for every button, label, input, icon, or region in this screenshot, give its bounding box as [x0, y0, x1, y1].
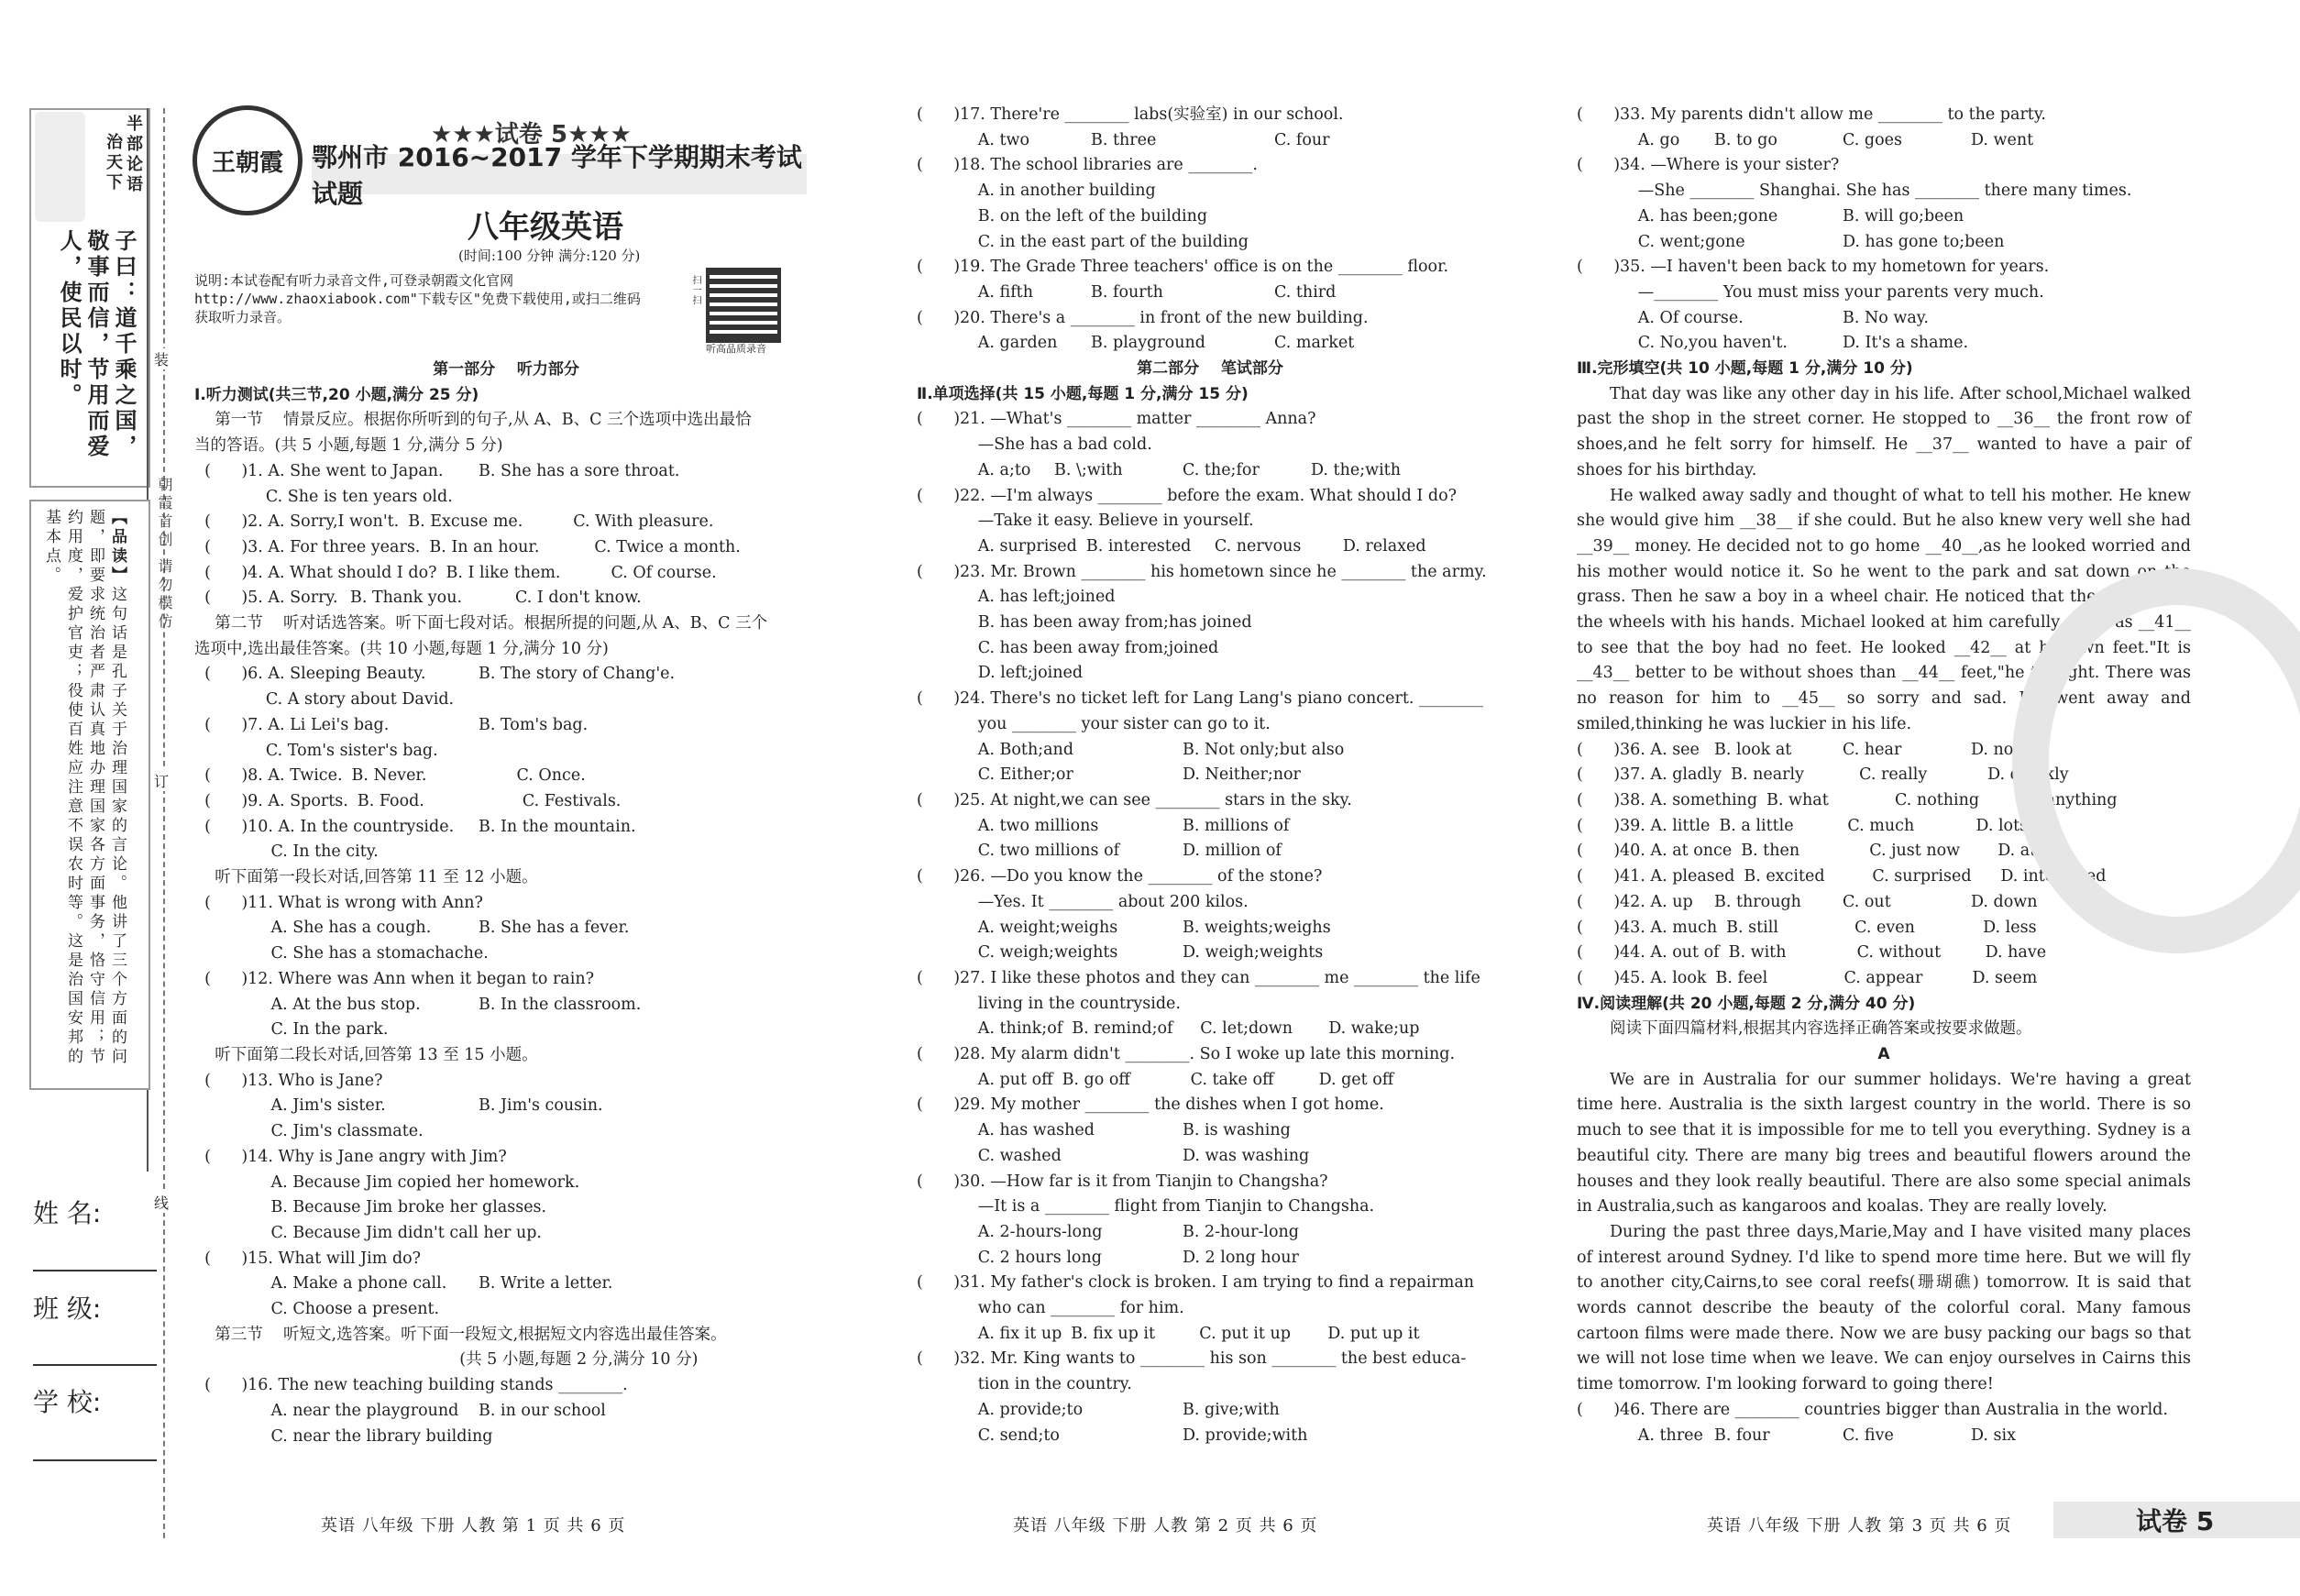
option-text: C. appear: [1843, 968, 1923, 987]
question-line: 选项中,选出最佳答案。(共 10 小题,每题 1 分,满分 10 分): [194, 639, 609, 658]
option-text: C. much: [1847, 816, 1915, 835]
option-text: ( )45. A. look: [1577, 968, 1707, 987]
option-text: C. weigh;weights: [917, 943, 1118, 963]
question-line: tion in the country.: [917, 1375, 1132, 1394]
time-info: (时间:100 分钟 满分:120 分): [458, 248, 641, 264]
option-row: [1577, 966, 2191, 992]
question-line: ( )12. Where was Ann when it began to rain?: [194, 969, 594, 988]
question-line: ( )24. There's no ticket left for Lang Lang's piano concert. ________: [917, 689, 1483, 709]
option-row: [917, 458, 1503, 484]
option-row: [194, 561, 818, 587]
option-text: D. have: [1985, 943, 2047, 963]
footer-page-2: 英语 八年级 下册 人教 第 2 页 共 6 页: [1013, 1516, 1318, 1535]
option-text: C. four: [1274, 130, 1330, 149]
option-row: [917, 763, 1503, 788]
question-line: —It is a ________ flight from Tianjin to Changsha.: [917, 1197, 1375, 1216]
question-line: ( )34. —Where is your sister?: [1577, 156, 1840, 175]
option-text: D. at all: [1997, 842, 2062, 861]
question-line: C. Because Jim didn't call her up.: [194, 1223, 542, 1242]
option-text: ( )8. A. Twice.: [194, 766, 343, 786]
slogan-text-2: 治天下: [104, 133, 123, 193]
question-line: 第一节 情景反应。根据你所听到的句子,从 A、B、C 三个选项中选出最恰: [194, 411, 752, 430]
section-heading: 第一部分 听力部分: [433, 360, 579, 379]
subject-title: 八年级英语: [468, 209, 623, 246]
exam-title: 鄂州市 2016~2017 学年下学期期末考试试题: [312, 154, 807, 194]
option-text: ( )44. A. out of: [1577, 943, 1720, 963]
option-text: B. feel: [1715, 968, 1768, 987]
option-text: ( )10. A. In the countryside.: [194, 817, 455, 836]
page-2-column: [917, 103, 1503, 1448]
footer-page-3: 英语 八年级 下册 人教 第 3 页 共 6 页: [1707, 1516, 2012, 1535]
option-row: [917, 814, 1503, 840]
brand-logo: [193, 105, 303, 215]
page-1-column: [194, 358, 818, 1449]
option-text: B. playground: [1091, 334, 1205, 353]
option-text: B. then: [1741, 842, 1800, 861]
option-row: [1577, 204, 2191, 230]
option-text: D. million of: [1183, 842, 1282, 861]
option-text: B. millions of: [1183, 816, 1290, 835]
question-line: —She has a bad cold.: [917, 435, 1152, 455]
option-text: D. interested: [2000, 867, 2107, 886]
option-text: D. less: [1983, 918, 2037, 937]
option-text: D. the;with: [1311, 460, 1401, 479]
option-text: ( )40. A. at once: [1577, 842, 1733, 861]
pinfu-text: [40, 509, 128, 1077]
option-text: B. give;with: [1183, 1400, 1280, 1419]
option-text: C. went;gone: [1577, 232, 1745, 251]
option-text: ( )1. A. She went to Japan.: [194, 461, 444, 480]
question-line: 听下面第一段长对话,回答第 11 至 12 小题。: [194, 868, 538, 887]
option-text: ( )37. A. gladly: [1577, 765, 1722, 785]
option-row: [194, 764, 818, 789]
option-text: B. look at: [1714, 740, 1792, 759]
option-text: B. go off: [1062, 1070, 1130, 1089]
option-text: B. She has a fever.: [479, 919, 630, 938]
exam-number: ★★★试卷 5★★★: [431, 121, 632, 149]
question-line: ( )21. —What's ________ matter ________ Anna?: [917, 410, 1316, 429]
option-text: B. Food.: [357, 791, 424, 810]
question-line: B. on the left of the building: [917, 206, 1208, 226]
question-line: ( )29. My mother ________ the dishes when I got home.: [917, 1095, 1384, 1115]
name-label: 姓 名:: [33, 1198, 102, 1228]
question-line: ( )32. Mr. King wants to ________ his son ________ the best educa-: [917, 1349, 1467, 1369]
option-row: [917, 128, 1503, 154]
option-text: ( )4. A. What should I do?: [194, 563, 437, 582]
option-row: [194, 1094, 818, 1119]
option-text: C. send;to: [917, 1425, 1060, 1445]
section-heading: 第二部分 笔试部分: [1137, 359, 1283, 379]
question-line: A. Because Jim copied her homework.: [194, 1172, 580, 1192]
option-text: B. will go;been: [1843, 206, 1964, 226]
option-text: A. two: [917, 130, 1030, 149]
option-text: B. Not only;but also: [1183, 740, 1345, 759]
option-text: B. Tom's bag.: [479, 715, 589, 734]
section-heading: Ⅰ.听力测试(共三节,20 小题,满分 25 分): [194, 385, 479, 404]
option-row: [917, 1246, 1503, 1271]
option-text: D. provide;with: [1183, 1425, 1308, 1445]
option-text: ( )2. A. Sorry,I won't.: [194, 512, 400, 532]
option-text: C. even: [1854, 918, 1915, 937]
option-text: D. quickly: [1987, 765, 2069, 785]
option-text: B. a little: [1719, 816, 1794, 835]
option-text: B. remind;of: [1072, 1019, 1173, 1039]
option-text: D. wake;up: [1328, 1019, 1420, 1039]
option-text: ( )43. A. much: [1577, 918, 1718, 937]
passage-paragraph: We are in Australia for our summer holidays. We're having a great time here. Australia is the sixth largest country in the world. There is so much to see that it is impossible for me to tell you everything. Sydney is a beautiful city. There are many big trees and beautiful flowers around the houses and they look really beautiful. There are also some special animals in Australia,such as kangaroos and koalas. They are really lovely.: [1577, 1070, 2191, 1216]
option-text: B. I like them.: [446, 563, 561, 582]
option-row: [194, 916, 818, 941]
option-text: C. Of course.: [611, 563, 717, 582]
question-line: ( )14. Why is Jane angry with Jim?: [194, 1147, 507, 1166]
question-line: ( )27. I like these photos and they can ________ me ________ the life: [917, 968, 1480, 987]
option-text: B. In an hour.: [429, 537, 540, 556]
option-text: C. nothing: [1895, 790, 1980, 809]
option-text: ( )38. A. something: [1577, 790, 1758, 809]
slogan-text: 半部论语: [124, 115, 143, 195]
confucius-portrait: [35, 112, 85, 222]
question-line: ( )30. —How far is it from Tianjin to Changsha?: [917, 1172, 1328, 1191]
option-text: B. In the mountain.: [479, 817, 636, 836]
question-line: living in the countryside.: [917, 994, 1181, 1013]
option-row: [194, 1399, 818, 1425]
passage-paragraph: That day was like any other day in his life. After school,Michael walked past the shop in the street corner. He stopped to __36__ the front row of shoes,and he felt sorry for himself. He __37__ wanted to have a pair of shoes for his birthday.: [1577, 384, 2191, 479]
option-text: B. She has a sore throat.: [479, 461, 680, 480]
option-text: C. washed: [917, 1146, 1062, 1165]
option-text: D. weigh;weights: [1183, 943, 1324, 963]
question-line: ( )22. —I'm always ________ before the exam. What should I do?: [917, 486, 1458, 505]
option-text: C. nervous: [1214, 536, 1302, 556]
pinfu-body: 这句话是孔子关于治理国家的言论。他讲了三个方面的问题，即要求统治者严肃认真地办理国家各方面事务，恪守信用；节约用度，爱护官吏；役使百姓应注意不误农时等。这是治国安邦的基本点。: [42, 509, 127, 1067]
option-text: B. fix up it: [1071, 1324, 1156, 1343]
option-text: C. With pleasure.: [573, 512, 714, 532]
question-line: B. Because Jim broke her glasses.: [194, 1198, 547, 1217]
option-text: B. No way.: [1843, 308, 1929, 327]
option-row: [1577, 1424, 2191, 1449]
question-line: 听下面第二段长对话,回答第 13 至 15 小题。: [194, 1045, 538, 1064]
class-label: 班 级:: [33, 1293, 102, 1324]
option-text: C. No,you haven't.: [1577, 334, 1788, 353]
option-text: C. goes: [1843, 130, 1902, 149]
option-text: ( )9. A. Sports.: [194, 791, 348, 810]
section-heading: Ⅲ.完形填空(共 10 小题,每题 1 分,满分 10 分): [1577, 359, 1913, 379]
question-line: 第三节 听短文,选答案。听下面一段短文,根据短文内容选出最佳答案。: [194, 1325, 727, 1344]
question-line: ( )15. What will Jim do?: [194, 1249, 422, 1268]
footer-badge: 试卷 5: [2136, 1506, 2215, 1536]
passage-paragraph: He walked away sadly and thought of what to tell his mother. He knew she would give him __38__ if she could. But he also knew very well she had __39__ money. He decided not to go home __40__,as he looked worried and his mother would notice it. So he went to the park and sat down on the grass. Then he saw a boy in a wheel chair. He noticed that the boy moved the wheels with his hands. Michael looked at him carefully and was __41__ to see that the boy had no feet. He looked __42__ at his own feet."It is __43__ better to be without shoes than __44__ feet,"he thought. There was no reason for him to __45__ so sorry and sad. He went away and smiled,thinking he was luckier in his life.: [1577, 486, 2191, 733]
question-line: D. left;joined: [917, 664, 1084, 683]
option-text: B. \;with: [1054, 460, 1123, 479]
option-row: [194, 713, 818, 739]
binding-margin: [0, 0, 174, 1596]
section-heading: Ⅳ.阅读理解(共 20 小题,每题 2 分,满分 40 分): [1577, 994, 1916, 1013]
option-text: C. Either;or: [917, 765, 1073, 785]
brand-name: 王朝霞: [211, 149, 283, 177]
option-row: [194, 586, 818, 611]
option-row: [917, 534, 1503, 560]
question-line: C. In the city.: [194, 842, 379, 862]
question-line: B. has been away from;has joined: [917, 613, 1252, 633]
passage-paragraph: During the past three days,Marie,May and I have visited many places of interest around Sydney. I'd like to spend more time here. But we will fly to another city,Cairns,to see coral reefs(珊瑚礁) tomorrow. It is said that words cannot describe the beauty of the colorful coral. Many famous cartoon films were made there. Now we are busy packing our bags so that we will not lose time when we leave. We can enjoy ourselves in Cairns this time tomorrow. I'm looking forward to going there!: [1577, 1222, 2191, 1394]
option-row: [1577, 941, 2191, 966]
option-row: [917, 1017, 1503, 1042]
option-text: A. 2-hours-long: [917, 1222, 1103, 1241]
option-text: C. out: [1843, 892, 1891, 911]
option-text: C. really: [1859, 765, 1928, 785]
question-line: ( )13. Who is Jane?: [194, 1071, 383, 1090]
question-line: C. A story about David.: [194, 690, 455, 710]
question-line: C. Choose a present.: [194, 1300, 440, 1319]
option-text: A. go: [1577, 130, 1680, 149]
option-text: B. Write a letter.: [479, 1274, 613, 1293]
quote-title: 子曰：道千乘之国，敬事而信，节用而爱人，使民以时。: [56, 229, 137, 460]
qr-caption: 听高品质录音: [706, 343, 766, 355]
option-text: D. put up it: [1327, 1324, 1420, 1343]
option-text: D. anything: [2023, 790, 2118, 809]
option-text: B. Excuse me.: [408, 512, 523, 532]
school-label: 学 校:: [33, 1387, 102, 1417]
question-line: ( )26. —Do you know the ________ of the stone?: [917, 867, 1323, 886]
option-text: C. Festivals.: [522, 791, 622, 810]
option-text: B. through: [1714, 892, 1801, 911]
option-text: B. four: [1714, 1425, 1770, 1445]
question-line: A. has left;joined: [917, 588, 1116, 607]
passage-paragraph: 阅读下面四篇材料,根据其内容选择正确答案或按要求做题。: [1610, 1019, 2032, 1039]
option-text: B. with: [1728, 943, 1787, 963]
class-input-line[interactable]: [33, 1364, 157, 1366]
option-row: [917, 1118, 1503, 1144]
option-text: ( )5. A. Sorry.: [194, 589, 338, 608]
cut-label-1: 装: [154, 348, 169, 369]
question-line: C. in the east part of the building: [917, 232, 1249, 251]
option-text: A. Both;and: [917, 740, 1074, 759]
question-line: 当的答语。(共 5 小题,每题 1 分,满分 5 分): [194, 436, 503, 456]
option-row: [194, 1271, 818, 1297]
option-text: A. two millions: [917, 816, 1099, 835]
option-text: A. has been;gone: [1577, 206, 1778, 226]
option-text: D. has gone to;been: [1843, 232, 2005, 251]
option-text: A. fifth: [917, 282, 1033, 302]
option-text: D. 2 long hour: [1183, 1248, 1299, 1267]
question-line: C. near the library building: [194, 1426, 493, 1446]
question-line: ( )33. My parents didn't allow me ________ to the party.: [1577, 105, 2046, 124]
option-text: ( )42. A. up: [1577, 892, 1693, 911]
option-row: [194, 789, 818, 815]
option-text: C. put it up: [1199, 1324, 1291, 1343]
question-line: ( )46. There are ________ countries bigger than Australia in the world.: [1577, 1400, 2168, 1419]
option-row: [917, 941, 1503, 966]
option-row: [917, 331, 1503, 357]
copyright-notice: 朝霞首创 请勿模仿: [156, 477, 173, 633]
option-row: [194, 662, 818, 688]
option-text: B. nearly: [1731, 765, 1805, 785]
option-text: A. a;to: [917, 460, 1031, 479]
section-heading: Ⅱ.单项选择(共 15 小题,每题 1 分,满分 15 分): [917, 384, 1249, 403]
option-text: A. has washed: [917, 1121, 1095, 1140]
question-line: A. in another building: [917, 182, 1156, 201]
option-text: D. It's a shame.: [1843, 334, 1969, 353]
option-text: A. surprised: [917, 536, 1077, 556]
question-line: C. Tom's sister's bag.: [194, 741, 438, 760]
option-text: D. notice: [1971, 740, 2044, 759]
question-line: ( )35. —I haven't been back to my hometown for years.: [1577, 258, 2050, 277]
option-text: ( )39. A. little: [1577, 816, 1711, 835]
option-text: B. is washing: [1183, 1121, 1291, 1140]
question-line: C. has been away from;joined: [917, 638, 1219, 657]
option-text: D. was washing: [1183, 1146, 1310, 1165]
qr-code[interactable]: [706, 268, 781, 343]
question-line: who can ________ for him.: [917, 1299, 1184, 1318]
option-text: D. relaxed: [1342, 536, 1426, 556]
option-row: [917, 916, 1503, 941]
option-text: D. went: [1971, 130, 2034, 149]
option-text: B. In the classroom.: [479, 995, 642, 1014]
option-row: [917, 839, 1503, 864]
option-text: A. Of course.: [1577, 308, 1744, 327]
option-text: D. Neither;nor: [1183, 765, 1301, 785]
option-text: A. put off: [917, 1070, 1053, 1089]
option-text: A. garden: [917, 334, 1058, 353]
footer-page-1: 英语 八年级 下册 人教 第 1 页 共 6 页: [321, 1516, 626, 1535]
option-row: [917, 1424, 1503, 1449]
option-text: B. still: [1726, 918, 1778, 937]
option-row: [917, 1068, 1503, 1094]
option-text: B. Never.: [351, 766, 427, 786]
audio-note: 说明:本试卷配有听力录音文件,可登录朝霞文化官网 http://www.zhaoxiabook.com"下载专区"免费下载使用,或扫二维码获取听力录音。: [194, 272, 641, 325]
option-text: A. weight;weighs: [917, 918, 1118, 937]
cut-label-2: 订: [154, 770, 169, 791]
option-text: C. without: [1856, 943, 1942, 963]
option-text: ( )36. A. see: [1577, 740, 1700, 759]
option-text: C. I don't know.: [515, 589, 642, 608]
option-row: [1577, 128, 2191, 154]
question-line: ( )20. There's a ________ in front of the new building.: [917, 308, 1369, 327]
option-text: C. five: [1843, 1425, 1894, 1445]
option-text: B. excited: [1744, 867, 1825, 886]
option-row: [194, 815, 818, 841]
option-text: D. down: [1971, 892, 2038, 911]
option-text: A. fix it up: [917, 1324, 1062, 1343]
question-line: ( )11. What is wrong with Ann?: [194, 893, 483, 912]
option-text: C. take off: [1190, 1070, 1274, 1089]
question-line: C. She has a stomachache.: [194, 944, 489, 963]
option-text: B. what: [1766, 790, 1829, 809]
option-text: ( )6. A. Sleeping Beauty.: [194, 665, 426, 684]
question-line: ( )28. My alarm didn't ________. So I woke up late this morning.: [917, 1045, 1456, 1064]
question-line: ( )19. The Grade Three teachers' office is on the ________ floor.: [917, 258, 1449, 277]
option-text: B. Jim's cousin.: [479, 1096, 603, 1116]
option-text: A. think;of: [917, 1019, 1063, 1039]
option-text: B. weights;weighs: [1183, 918, 1331, 937]
option-text: C. let;down: [1200, 1019, 1293, 1039]
question-line: ( )31. My father's clock is broken. I am trying to find a repairman: [917, 1273, 1475, 1293]
option-row: [1577, 230, 2191, 256]
cut-label-3: 线: [154, 1192, 169, 1213]
option-text: A. Jim's sister.: [194, 1096, 386, 1116]
option-text: ( )41. A. pleased: [1577, 867, 1735, 886]
option-row: [917, 1398, 1503, 1424]
option-text: B. Thank you.: [350, 589, 463, 608]
option-text: C. hear: [1843, 740, 1902, 759]
option-text: C. just now: [1869, 842, 1961, 861]
option-text: B. fourth: [1091, 282, 1163, 302]
option-text: C. 2 hours long: [917, 1248, 1102, 1267]
option-text: A. three: [1577, 1425, 1703, 1445]
option-text: C. market: [1274, 334, 1355, 353]
option-text: D. six: [1971, 1425, 2016, 1445]
option-row: [1577, 331, 2191, 357]
option-text: B. The story of Chang'e.: [479, 665, 676, 684]
option-text: A. provide;to: [917, 1400, 1084, 1419]
option-row: [917, 738, 1503, 764]
option-text: C. third: [1274, 282, 1337, 302]
option-text: ( )3. A. For three years.: [194, 537, 421, 556]
question-line: 第二节 听对话选答案。听下面七段对话。根据所提的问题,从 A、B、C 三个: [194, 614, 768, 633]
name-input-line[interactable]: [33, 1270, 157, 1271]
question-line: C. She is ten years old.: [194, 487, 453, 506]
option-text: D. get off: [1318, 1070, 1394, 1089]
option-row: [917, 1144, 1503, 1170]
question-line: —Take it easy. Believe in yourself.: [917, 512, 1254, 531]
option-text: C. Twice a month.: [594, 537, 741, 556]
option-row: [194, 993, 818, 1018]
option-text: B. three: [1091, 130, 1157, 149]
question-line: —Yes. It ________ about 200 kilos.: [917, 892, 1249, 911]
pinfu-label: 【品读】: [108, 509, 127, 586]
question-line: (共 5 小题,每题 2 分,满分 10 分): [194, 1350, 699, 1370]
question-line: ( )17. There're ________ labs(实验室) in our school.: [917, 105, 1344, 124]
option-text: A. Make a phone call.: [194, 1274, 447, 1293]
option-text: D. seem: [1972, 968, 2038, 987]
option-text: C. Once.: [516, 766, 586, 786]
question-line: —________ You must miss your parents very much.: [1577, 282, 2044, 302]
question-line: ( )23. Mr. Brown ________ his hometown since he ________ the army.: [917, 562, 1487, 581]
option-row: [194, 535, 818, 561]
option-text: A. near the playground: [194, 1401, 459, 1420]
question-line: ( )25. At night,we can see ________ stars in the sky.: [917, 790, 1352, 809]
option-text: ( )7. A. Li Lei's bag.: [194, 715, 390, 734]
option-row: [194, 459, 818, 485]
option-text: A. She has a cough.: [194, 919, 432, 938]
option-text: C. surprised: [1872, 867, 1972, 886]
question-line: ( )16. The new teaching building stands ________.: [194, 1376, 628, 1395]
option-row: [1577, 306, 2191, 332]
option-text: D. lots of: [1975, 816, 2049, 835]
option-text: B. 2-hour-long: [1183, 1222, 1299, 1241]
option-row: [917, 1220, 1503, 1246]
option-text: B. in our school: [479, 1401, 606, 1420]
option-text: A. At the bus stop.: [194, 995, 421, 1014]
qr-side-label: 扫一扫: [690, 275, 700, 305]
option-text: B. to go: [1714, 130, 1777, 149]
question-line: —She ________ Shanghai. She has ________ there many times.: [1577, 182, 2132, 201]
option-row: [917, 1322, 1503, 1348]
section-heading: A: [1877, 1045, 1890, 1064]
question-line: you ________ your sister can go to it.: [917, 714, 1271, 733]
option-text: C. the;for: [1183, 460, 1260, 479]
option-row: [194, 510, 818, 535]
question-line: ( )18. The school libraries are ________.: [917, 156, 1258, 175]
option-text: C. two millions of: [917, 842, 1120, 861]
school-input-line[interactable]: [33, 1459, 157, 1461]
question-line: C. In the park.: [194, 1020, 389, 1040]
question-line: C. Jim's classmate.: [194, 1122, 424, 1141]
option-row: [917, 281, 1503, 306]
option-text: B. interested: [1085, 536, 1192, 556]
